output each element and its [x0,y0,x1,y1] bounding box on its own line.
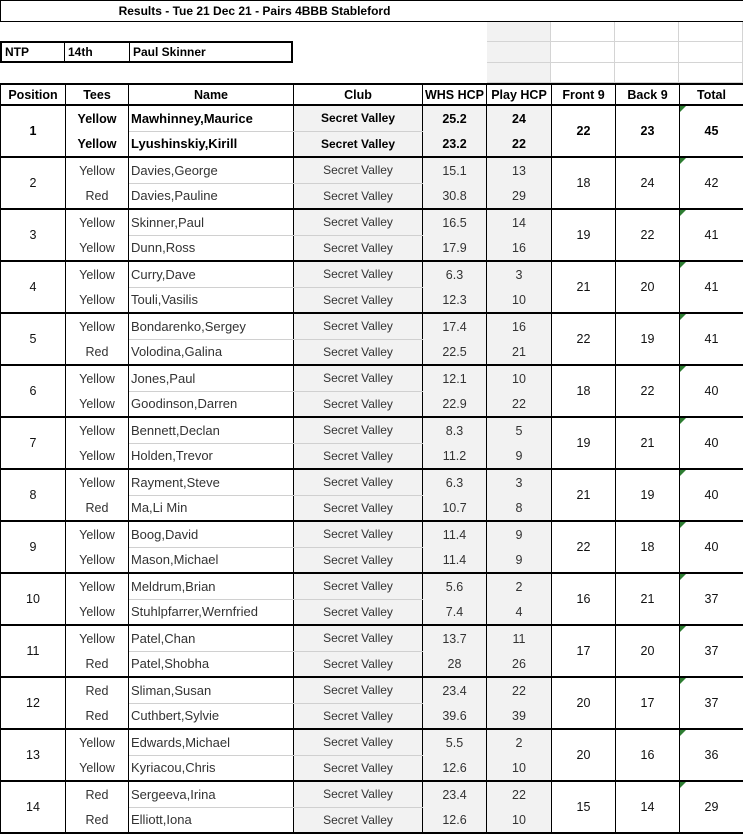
table-row [1,781,743,807]
header-front-9: Front 9 [552,84,616,105]
player-name: Lyushinskiy,Kirill [129,131,294,157]
whs-hcp-cell: 5.5 [423,729,487,755]
whs-hcp-cell: 8.3 [423,417,487,443]
player-name: Stuhlpfarrer,Wernfried [129,599,294,625]
tees-cell: Yellow [66,261,129,287]
results-body [1,105,743,833]
tees-cell: Yellow [66,573,129,599]
back-9-cell: 19 [616,313,680,365]
player-name: Boog,David [129,521,294,547]
whs-hcp-cell: 11.2 [423,443,487,469]
whs-hcp-cell: 6.3 [423,469,487,495]
whs-hcp-cell: 12.6 [423,755,487,781]
club-cell: Secret Valley [294,443,423,469]
front-9-cell: 21 [552,261,616,313]
header-play-hcp: Play HCP [487,84,552,105]
total-cell: 36 [680,729,743,781]
club-cell: Secret Valley [294,729,423,755]
club-cell: Secret Valley [294,521,423,547]
tees-cell: Yellow [66,209,129,235]
empty-cell [487,42,551,63]
tees-cell: Red [66,677,129,703]
position-cell: 3 [1,209,66,261]
play-hcp-cell: 29 [487,183,552,209]
empty-cell [615,22,679,42]
tees-cell: Red [66,781,129,807]
empty-cell [679,22,743,42]
empty-cell [487,22,551,42]
play-hcp-cell: 39 [487,703,552,729]
play-hcp-cell: 21 [487,339,552,365]
front-9-cell: 17 [552,625,616,677]
player-name: Bondarenko,Sergey [129,313,294,339]
header-whs-hcp: WHS HCP [423,84,487,105]
player-name: Sliman,Susan [129,677,294,703]
play-hcp-cell: 22 [487,677,552,703]
play-hcp-cell: 3 [487,469,552,495]
empty-cell [615,63,679,83]
club-cell: Secret Valley [294,235,423,261]
tees-cell: Red [66,703,129,729]
position-cell: 4 [1,261,66,313]
player-name: Mason,Michael [129,547,294,573]
whs-hcp-cell: 12.1 [423,365,487,391]
tees-cell: Yellow [66,391,129,417]
club-cell: Secret Valley [294,495,423,521]
whs-hcp-cell: 10.7 [423,495,487,521]
play-hcp-cell: 10 [487,365,552,391]
player-name: Jones,Paul [129,365,294,391]
tees-cell: Yellow [66,157,129,183]
player-name: Meldrum,Brian [129,573,294,599]
club-cell: Secret Valley [294,625,423,651]
player-name: Skinner,Paul [129,209,294,235]
table-row [1,469,743,495]
position-cell: 14 [1,781,66,833]
position-cell: 1 [1,105,66,157]
whs-hcp-cell: 23.2 [423,131,487,157]
player-name: Davies,George [129,157,294,183]
tees-cell: Yellow [66,599,129,625]
front-9-cell: 22 [552,313,616,365]
front-9-cell: 20 [552,729,616,781]
player-name: Dunn,Ross [129,235,294,261]
table-row [1,261,743,287]
play-hcp-cell: 24 [487,105,552,131]
play-hcp-cell: 22 [487,131,552,157]
player-name: Mawhinney,Maurice [129,105,294,131]
total-cell: 41 [680,261,743,313]
tees-cell: Yellow [66,235,129,261]
table-row [1,729,743,755]
back-9-cell: 18 [616,521,680,573]
whs-hcp-cell: 16.5 [423,209,487,235]
table-row [1,105,743,131]
play-hcp-cell: 10 [487,287,552,313]
back-9-cell: 14 [616,781,680,833]
player-name: Davies,Pauline [129,183,294,209]
position-cell: 6 [1,365,66,417]
ntp-hole: 14th [65,43,130,61]
whs-hcp-cell: 11.4 [423,521,487,547]
header-total: Total [680,84,743,105]
position-cell: 8 [1,469,66,521]
club-cell: Secret Valley [294,287,423,313]
front-9-cell: 18 [552,365,616,417]
whs-hcp-cell: 12.3 [423,287,487,313]
back-9-cell: 21 [616,417,680,469]
tees-cell: Yellow [66,417,129,443]
front-9-cell: 19 [552,209,616,261]
whs-hcp-cell: 25.2 [423,105,487,131]
position-cell: 5 [1,313,66,365]
position-cell: 9 [1,521,66,573]
play-hcp-cell: 26 [487,651,552,677]
tees-cell: Red [66,651,129,677]
sheet-title: Results - Tue 21 Dec 21 - Pairs 4BBB Stableford [0,0,743,22]
play-hcp-cell: 22 [487,781,552,807]
tees-cell: Yellow [66,755,129,781]
whs-hcp-cell: 22.5 [423,339,487,365]
ntp-label: NTP [2,43,65,61]
whs-hcp-cell: 7.4 [423,599,487,625]
results-table [0,83,743,834]
play-hcp-cell: 9 [487,521,552,547]
whs-hcp-cell: 17.9 [423,235,487,261]
tees-cell: Yellow [66,469,129,495]
play-hcp-cell: 4 [487,599,552,625]
play-hcp-cell: 8 [487,495,552,521]
front-9-cell: 15 [552,781,616,833]
whs-hcp-cell: 5.6 [423,573,487,599]
back-9-cell: 20 [616,625,680,677]
total-cell: 29 [680,781,743,833]
position-cell: 10 [1,573,66,625]
play-hcp-cell: 22 [487,391,552,417]
play-hcp-cell: 9 [487,547,552,573]
empty-cell [551,22,615,42]
position-cell: 13 [1,729,66,781]
club-cell: Secret Valley [294,781,423,807]
total-cell: 45 [680,105,743,157]
table-row [1,417,743,443]
whs-hcp-cell: 30.8 [423,183,487,209]
play-hcp-cell: 2 [487,729,552,755]
ntp-winner: Paul Skinner [130,43,291,61]
club-cell: Secret Valley [294,677,423,703]
tees-cell: Yellow [66,547,129,573]
total-cell: 37 [680,677,743,729]
club-cell: Secret Valley [294,105,423,131]
player-name: Patel,Shobha [129,651,294,677]
position-cell: 7 [1,417,66,469]
tees-cell: Yellow [66,105,129,131]
back-9-cell: 24 [616,157,680,209]
back-9-cell: 17 [616,677,680,729]
front-9-cell: 22 [552,521,616,573]
empty-cell [679,63,743,83]
tees-cell: Yellow [66,625,129,651]
player-name: Curry,Dave [129,261,294,287]
club-cell: Secret Valley [294,599,423,625]
club-cell: Secret Valley [294,157,423,183]
empty-cell [551,42,615,63]
position-cell: 11 [1,625,66,677]
table-row [1,365,743,391]
club-cell: Secret Valley [294,183,423,209]
whs-hcp-cell: 11.4 [423,547,487,573]
club-cell: Secret Valley [294,573,423,599]
player-name: Goodinson,Darren [129,391,294,417]
club-cell: Secret Valley [294,339,423,365]
play-hcp-cell: 2 [487,573,552,599]
club-cell: Secret Valley [294,417,423,443]
whs-hcp-cell: 39.6 [423,703,487,729]
table-row [1,157,743,183]
club-cell: Secret Valley [294,209,423,235]
ntp-box [0,41,293,63]
table-row [1,625,743,651]
empty-cell [679,42,743,63]
front-9-cell: 18 [552,157,616,209]
play-hcp-cell: 10 [487,807,552,833]
player-name: Cuthbert,Sylvie [129,703,294,729]
table-row [1,209,743,235]
player-name: Kyriacou,Chris [129,755,294,781]
tees-cell: Yellow [66,443,129,469]
position-cell: 12 [1,677,66,729]
header-name: Name [129,84,294,105]
tees-cell: Yellow [66,729,129,755]
whs-hcp-cell: 28 [423,651,487,677]
whs-hcp-cell: 17.4 [423,313,487,339]
player-name: Rayment,Steve [129,469,294,495]
whs-hcp-cell: 15.1 [423,157,487,183]
play-hcp-cell: 11 [487,625,552,651]
header-club: Club [294,84,423,105]
club-cell: Secret Valley [294,365,423,391]
back-9-cell: 19 [616,469,680,521]
tees-cell: Red [66,495,129,521]
position-cell: 2 [1,157,66,209]
club-cell: Secret Valley [294,261,423,287]
player-name: Patel,Chan [129,625,294,651]
table-row [1,677,743,703]
player-name: Sergeeva,Irina [129,781,294,807]
front-9-cell: 16 [552,573,616,625]
play-hcp-cell: 5 [487,417,552,443]
total-cell: 37 [680,573,743,625]
club-cell: Secret Valley [294,807,423,833]
play-hcp-cell: 13 [487,157,552,183]
empty-cell [551,63,615,83]
club-cell: Secret Valley [294,651,423,677]
play-hcp-cell: 14 [487,209,552,235]
club-cell: Secret Valley [294,131,423,157]
total-cell: 40 [680,365,743,417]
header-tees: Tees [66,84,129,105]
total-cell: 41 [680,209,743,261]
tees-cell: Yellow [66,365,129,391]
play-hcp-cell: 16 [487,235,552,261]
table-row [1,573,743,599]
club-cell: Secret Valley [294,391,423,417]
player-name: Bennett,Declan [129,417,294,443]
back-9-cell: 20 [616,261,680,313]
header-back-9: Back 9 [616,84,680,105]
empty-cell [615,42,679,63]
player-name: Volodina,Galina [129,339,294,365]
tees-cell: Yellow [66,287,129,313]
tees-cell: Yellow [66,131,129,157]
back-9-cell: 23 [616,105,680,157]
total-cell: 42 [680,157,743,209]
play-hcp-cell: 9 [487,443,552,469]
player-name: Touli,Vasilis [129,287,294,313]
header-position: Position [1,84,66,105]
play-hcp-cell: 16 [487,313,552,339]
whs-hcp-cell: 6.3 [423,261,487,287]
player-name: Elliott,Iona [129,807,294,833]
table-row [1,313,743,339]
club-cell: Secret Valley [294,547,423,573]
back-9-cell: 22 [616,209,680,261]
total-cell: 37 [680,625,743,677]
club-cell: Secret Valley [294,755,423,781]
back-9-cell: 21 [616,573,680,625]
tees-cell: Red [66,807,129,833]
total-cell: 41 [680,313,743,365]
club-cell: Secret Valley [294,703,423,729]
whs-hcp-cell: 22.9 [423,391,487,417]
front-9-cell: 19 [552,417,616,469]
front-9-cell: 21 [552,469,616,521]
whs-hcp-cell: 12.6 [423,807,487,833]
header-row [1,84,743,105]
total-cell: 40 [680,417,743,469]
empty-cell [487,63,551,83]
play-hcp-cell: 3 [487,261,552,287]
total-cell: 40 [680,469,743,521]
player-name: Edwards,Michael [129,729,294,755]
front-9-cell: 20 [552,677,616,729]
whs-hcp-cell: 13.7 [423,625,487,651]
whs-hcp-cell: 23.4 [423,677,487,703]
club-cell: Secret Valley [294,313,423,339]
tees-cell: Yellow [66,521,129,547]
tees-cell: Red [66,339,129,365]
table-row [1,521,743,547]
player-name: Ma,Li Min [129,495,294,521]
total-cell: 40 [680,521,743,573]
player-name: Holden,Trevor [129,443,294,469]
back-9-cell: 22 [616,365,680,417]
whs-hcp-cell: 23.4 [423,781,487,807]
club-cell: Secret Valley [294,469,423,495]
tees-cell: Yellow [66,313,129,339]
back-9-cell: 16 [616,729,680,781]
tees-cell: Red [66,183,129,209]
front-9-cell: 22 [552,105,616,157]
play-hcp-cell: 10 [487,755,552,781]
